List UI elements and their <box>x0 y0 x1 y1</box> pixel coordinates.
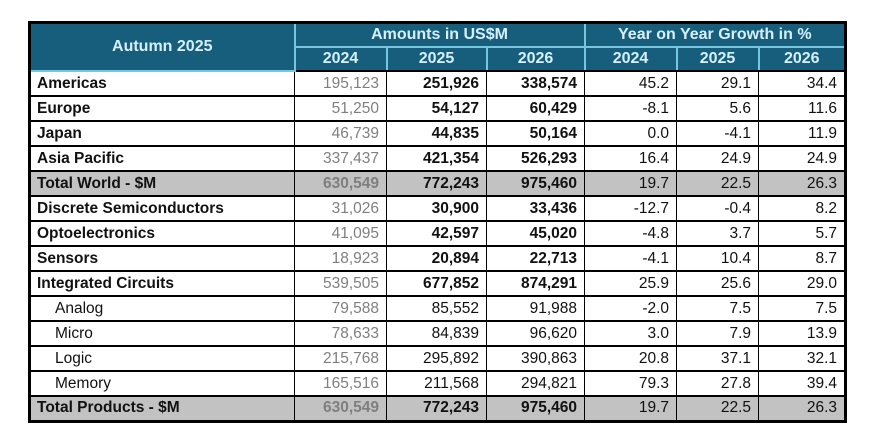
row-label: Memory <box>30 371 295 396</box>
row-label: Sensors <box>30 246 295 271</box>
row-label: Asia Pacific <box>30 146 295 171</box>
amount-cell-2024: 539,505 <box>295 271 387 296</box>
row-label: Logic <box>30 346 295 371</box>
year-header-growth-2025: 2025 <box>677 47 759 71</box>
growth-cell-2026: 24.9 <box>759 146 846 171</box>
amount-cell-2024: 630,549 <box>295 171 387 196</box>
amount-cell-2026: 50,164 <box>487 121 585 146</box>
table-row-memory <box>30 371 846 396</box>
row-label: Discrete Semiconductors <box>30 196 295 221</box>
amount-cell-2024: 46,739 <box>295 121 387 146</box>
amount-cell-2025: 44,835 <box>387 121 487 146</box>
amount-cell-2024: 165,516 <box>295 371 387 396</box>
row-label: Integrated Circuits <box>30 271 295 296</box>
group-header-growth: Year on Year Growth in % <box>585 23 846 48</box>
growth-cell-2025: 25.6 <box>677 271 759 296</box>
table-row-asia-pacific <box>30 146 846 171</box>
amount-cell-2024: 18,923 <box>295 246 387 271</box>
amount-cell-2024: 78,633 <box>295 321 387 346</box>
growth-cell-2024: 0.0 <box>585 121 677 146</box>
amount-cell-2025: 772,243 <box>387 396 487 421</box>
growth-cell-2025: 3.7 <box>677 221 759 246</box>
year-header-amounts-2026: 2026 <box>487 47 585 71</box>
growth-cell-2026: 7.5 <box>759 296 846 321</box>
growth-cell-2024: -4.1 <box>585 246 677 271</box>
forecast-table-wrap <box>28 21 847 423</box>
amount-cell-2024: 79,588 <box>295 296 387 321</box>
growth-cell-2026: 13.9 <box>759 321 846 346</box>
table-row-americas <box>30 71 846 96</box>
amount-cell-2024: 195,123 <box>295 71 387 96</box>
growth-cell-2026: 39.4 <box>759 371 846 396</box>
table-body <box>30 71 846 421</box>
amount-cell-2025: 772,243 <box>387 171 487 196</box>
table-row-micro <box>30 321 846 346</box>
amount-cell-2024: 215,768 <box>295 346 387 371</box>
group-header-row <box>30 23 846 48</box>
table-row-japan <box>30 121 846 146</box>
table-row-sensors <box>30 246 846 271</box>
growth-cell-2025: 37.1 <box>677 346 759 371</box>
amount-cell-2026: 975,460 <box>487 171 585 196</box>
growth-cell-2024: 19.7 <box>585 396 677 421</box>
growth-cell-2025: 7.9 <box>677 321 759 346</box>
amount-cell-2026: 33,436 <box>487 196 585 221</box>
growth-cell-2025: 24.9 <box>677 146 759 171</box>
amount-cell-2026: 22,713 <box>487 246 585 271</box>
amount-cell-2025: 84,839 <box>387 321 487 346</box>
growth-cell-2024: 16.4 <box>585 146 677 171</box>
growth-cell-2024: 20.8 <box>585 346 677 371</box>
amount-cell-2024: 337,437 <box>295 146 387 171</box>
growth-cell-2025: 5.6 <box>677 96 759 121</box>
growth-cell-2025: 27.8 <box>677 371 759 396</box>
growth-cell-2025: 22.5 <box>677 171 759 196</box>
amount-cell-2025: 211,568 <box>387 371 487 396</box>
amount-cell-2025: 421,354 <box>387 146 487 171</box>
growth-cell-2026: 26.3 <box>759 396 846 421</box>
growth-cell-2025: 22.5 <box>677 396 759 421</box>
amount-cell-2024: 630,549 <box>295 396 387 421</box>
year-header-amounts-2024: 2024 <box>295 47 387 71</box>
growth-cell-2026: 8.7 <box>759 246 846 271</box>
row-label: Analog <box>30 296 295 321</box>
amount-cell-2025: 85,552 <box>387 296 487 321</box>
row-label: Americas <box>30 71 295 96</box>
growth-cell-2026: 11.9 <box>759 121 846 146</box>
growth-cell-2025: 10.4 <box>677 246 759 271</box>
growth-cell-2024: 3.0 <box>585 321 677 346</box>
growth-cell-2026: 32.1 <box>759 346 846 371</box>
amount-cell-2026: 874,291 <box>487 271 585 296</box>
amount-cell-2025: 20,894 <box>387 246 487 271</box>
year-header-amounts-2025: 2025 <box>387 47 487 71</box>
amount-cell-2025: 30,900 <box>387 196 487 221</box>
amount-cell-2024: 51,250 <box>295 96 387 121</box>
table-row-total-products-m <box>30 396 846 421</box>
row-label: Optoelectronics <box>30 221 295 246</box>
amount-cell-2026: 96,620 <box>487 321 585 346</box>
growth-cell-2025: 29.1 <box>677 71 759 96</box>
growth-cell-2026: 34.4 <box>759 71 846 96</box>
growth-cell-2024: -4.8 <box>585 221 677 246</box>
growth-cell-2026: 26.3 <box>759 171 846 196</box>
growth-cell-2024: 19.7 <box>585 171 677 196</box>
amount-cell-2025: 677,852 <box>387 271 487 296</box>
growth-cell-2025: 7.5 <box>677 296 759 321</box>
amount-cell-2026: 338,574 <box>487 71 585 96</box>
amount-cell-2024: 41,095 <box>295 221 387 246</box>
row-label: Total Products - $M <box>30 396 295 421</box>
table-header <box>30 23 846 72</box>
semiconductor-forecast-table <box>28 21 847 423</box>
amount-cell-2025: 54,127 <box>387 96 487 121</box>
table-row-europe <box>30 96 846 121</box>
row-label: Europe <box>30 96 295 121</box>
row-label: Total World - $M <box>30 171 295 196</box>
group-header-amounts: Amounts in US$M <box>295 23 585 48</box>
amount-cell-2026: 526,293 <box>487 146 585 171</box>
table-row-integrated-circuits <box>30 271 846 296</box>
row-label: Micro <box>30 321 295 346</box>
growth-cell-2025: -0.4 <box>677 196 759 221</box>
growth-cell-2026: 29.0 <box>759 271 846 296</box>
table-row-logic <box>30 346 846 371</box>
amount-cell-2026: 294,821 <box>487 371 585 396</box>
table-title: Autumn 2025 <box>30 23 295 72</box>
growth-cell-2024: -12.7 <box>585 196 677 221</box>
growth-cell-2024: 45.2 <box>585 71 677 96</box>
growth-cell-2026: 5.7 <box>759 221 846 246</box>
table-row-total-world-m <box>30 171 846 196</box>
amount-cell-2026: 45,020 <box>487 221 585 246</box>
amount-cell-2025: 295,892 <box>387 346 487 371</box>
growth-cell-2026: 11.6 <box>759 96 846 121</box>
growth-cell-2024: -2.0 <box>585 296 677 321</box>
growth-cell-2024: -8.1 <box>585 96 677 121</box>
growth-cell-2024: 25.9 <box>585 271 677 296</box>
year-header-growth-2026: 2026 <box>759 47 846 71</box>
amount-cell-2026: 390,863 <box>487 346 585 371</box>
amount-cell-2025: 251,926 <box>387 71 487 96</box>
growth-cell-2025: -4.1 <box>677 121 759 146</box>
table-row-discrete-semiconductors <box>30 196 846 221</box>
row-label: Japan <box>30 121 295 146</box>
amount-cell-2024: 31,026 <box>295 196 387 221</box>
amount-cell-2026: 91,988 <box>487 296 585 321</box>
table-row-optoelectronics <box>30 221 846 246</box>
amount-cell-2026: 975,460 <box>487 396 585 421</box>
amount-cell-2025: 42,597 <box>387 221 487 246</box>
table-row-analog <box>30 296 846 321</box>
growth-cell-2026: 8.2 <box>759 196 846 221</box>
amount-cell-2026: 60,429 <box>487 96 585 121</box>
year-header-growth-2024: 2024 <box>585 47 677 71</box>
growth-cell-2024: 79.3 <box>585 371 677 396</box>
